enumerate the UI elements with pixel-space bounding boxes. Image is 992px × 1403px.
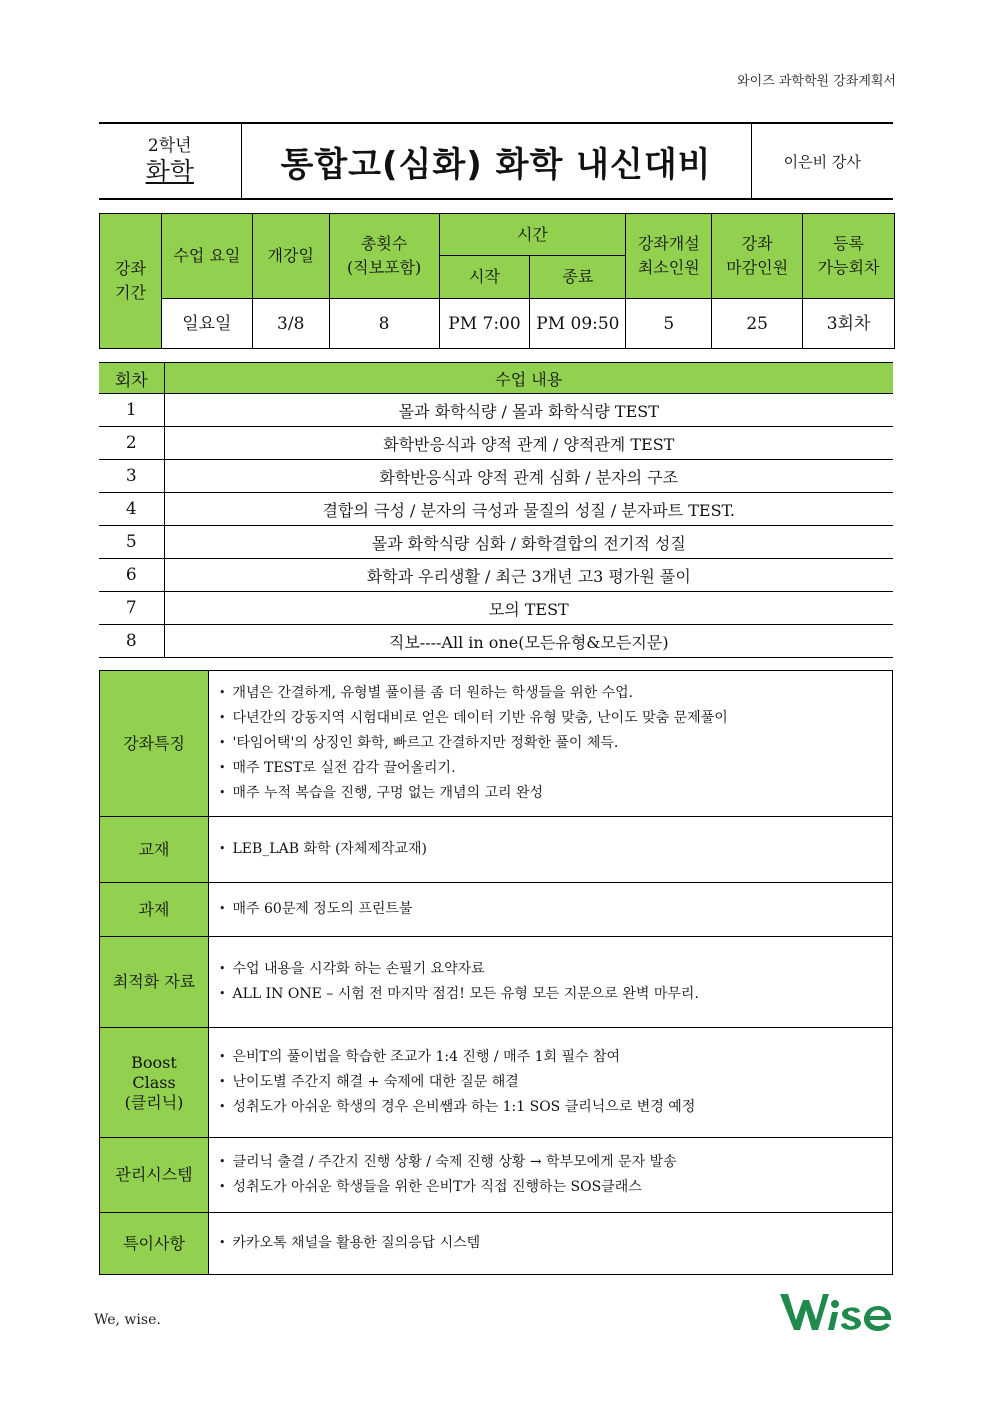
table-row (99, 592, 893, 625)
session-content: 몰과 화학식량 심화 / 화학결합의 전기적 성질 (164, 526, 893, 559)
value-time-end: PM 09:50 (530, 299, 626, 349)
feature-content (209, 1028, 893, 1138)
list-item: • 수업 내용을 시각화 하는 손필기 요약자료 (219, 957, 892, 982)
list-item: • 매주 TEST로 실전 감각 끌어올리기. (219, 756, 892, 781)
course-title: 통합고(심화) 화학 내신대비 (280, 144, 712, 185)
value-start-date: 3/8 (252, 299, 329, 349)
feature-content (209, 671, 893, 817)
feature-label: 특이사항 (100, 1213, 209, 1275)
feature-row (100, 1138, 893, 1213)
list-item: • 난이도별 주간지 해결 + 숙제에 대한 질문 해결 (219, 1070, 892, 1095)
feature-row (100, 817, 893, 883)
list-item: • 카카오톡 채널을 활용한 질의응답 시스템 (219, 1231, 892, 1256)
list-item: • 매주 누적 복습을 진행, 구멍 없는 개념의 고리 완성 (219, 781, 892, 806)
session-num: 7 (99, 592, 164, 625)
session-num: 2 (99, 427, 164, 460)
feature-row (100, 671, 893, 817)
session-content: 화학과 우리생활 / 최근 3개년 고3 평가원 풀이 (164, 559, 893, 592)
feature-label: 최적화 자료 (100, 937, 209, 1028)
feature-content (209, 1138, 893, 1213)
session-content: 직보----All in one(모든유형&모든지문) (164, 625, 893, 658)
feature-label: 과제 (100, 883, 209, 937)
schedule-table (99, 213, 895, 349)
feature-row (100, 937, 893, 1028)
header-total-sessions-label: 총횟수 (360, 234, 408, 253)
table-row (99, 625, 893, 658)
session-num: 5 (99, 526, 164, 559)
feature-row (100, 1028, 893, 1138)
feature-content (209, 817, 893, 883)
table-row (99, 427, 893, 460)
feature-content (209, 1213, 893, 1275)
table-row (99, 394, 893, 427)
header-time-end: 종료 (530, 256, 626, 299)
feature-row (100, 883, 893, 937)
list-item: • 성취도가 아쉬운 학생의 경우 은비쌤과 하는 1:1 SOS 클리닉으로 변경 예정 (219, 1095, 892, 1120)
subject-label: 화학 (145, 157, 194, 186)
session-num: 3 (99, 460, 164, 493)
header-time: 시간 (439, 214, 626, 256)
header-min-students: 강좌개설 최소인원 (626, 214, 712, 299)
session-header-content: 수업 내용 (164, 363, 893, 394)
header-total-sessions (329, 214, 439, 299)
session-content: 화학반응식과 양적 관계 심화 / 분자의 구조 (164, 460, 893, 493)
value-day: 일요일 (161, 299, 252, 349)
session-num: 6 (99, 559, 164, 592)
header-enroll-sessions: 등록 가능회차 (803, 214, 895, 299)
wise-logo-mark (780, 1294, 891, 1331)
feature-label: 강좌특징 (100, 671, 209, 817)
session-num: 4 (99, 493, 164, 526)
session-content: 모의 TEST (164, 592, 893, 625)
document-header-note: 와이즈 과학학원 강좌계획서 (737, 74, 896, 89)
value-time-start: PM 7:00 (439, 299, 530, 349)
feature-row (100, 1213, 893, 1275)
teacher-name: 이은비 강사 (783, 152, 861, 171)
title-block (99, 122, 893, 200)
list-item: • 매주 60문제 정도의 프린트불 (219, 897, 892, 922)
list-item: • 성취도가 아쉬운 학생들을 위한 은비T가 직접 진행하는 SOS클래스 (219, 1175, 892, 1200)
session-num: 1 (99, 394, 164, 427)
header-total-sessions-sub: (직보포함) (346, 258, 422, 277)
header-max-students: 강좌 마감인원 (712, 214, 803, 299)
list-item: • 클리닉 출결 / 주간지 진행 상황 / 숙제 진행 상황 → 학부모에게 문자 발송 (219, 1150, 892, 1175)
value-min-students: 5 (626, 299, 712, 349)
period-label: 강좌 기간 (100, 214, 162, 349)
session-header-num: 회차 (99, 363, 164, 394)
table-row (99, 460, 893, 493)
feature-label: 교재 (100, 817, 209, 883)
feature-content (209, 937, 893, 1028)
list-item: • 은비T의 풀이법을 학습한 조교가 1:4 진행 / 매주 1회 필수 참여 (219, 1045, 892, 1070)
footer-slogan: We, wise. (94, 1312, 161, 1328)
value-max-students: 25 (712, 299, 803, 349)
feature-label: 관리시스템 (100, 1138, 209, 1213)
session-content: 몰과 화학식량 / 몰과 화학식량 TEST (164, 394, 893, 427)
session-header-row (99, 363, 893, 394)
grade-label: 2학년 (147, 136, 192, 156)
teacher-cell (751, 123, 893, 199)
feature-table (99, 670, 893, 1275)
list-item: • LEB_LAB 화학 (자체제작교재) (219, 837, 892, 862)
feature-content (209, 883, 893, 937)
list-item: • ALL IN ONE – 시험 전 마지막 점검! 모든 유형 모든 지문으로 완벽 마무리. (219, 982, 892, 1007)
feature-label: Boost Class (클리닉) (100, 1028, 209, 1138)
header-time-start: 시작 (439, 256, 530, 299)
list-item: • 다년간의 강동지역 시험대비로 얻은 데이터 기반 유형 맞춤, 난이도 맞춤 문제풀이 (219, 706, 892, 731)
table-row (99, 526, 893, 559)
value-enroll-sessions: 3회차 (803, 299, 895, 349)
list-item: • 개념은 간결하게, 유형별 풀이를 좀 더 원하는 학생들을 위한 수업. (219, 681, 892, 706)
session-num: 8 (99, 625, 164, 658)
wise-logo (778, 1288, 898, 1334)
session-content: 화학반응식과 양적 관계 / 양적관계 TEST (164, 427, 893, 460)
header-day: 수업 요일 (161, 214, 252, 299)
header-start-date: 개강일 (252, 214, 329, 299)
session-table (99, 362, 893, 658)
list-item: • '타임어택'의 상징인 화학, 빠르고 간결하지만 정확한 풀이 체득. (219, 731, 892, 756)
course-title-cell (241, 123, 751, 199)
value-total-sessions: 8 (329, 299, 439, 349)
session-content: 결합의 극성 / 분자의 극성과 물질의 성질 / 분자파트 TEST. (164, 493, 893, 526)
table-row (99, 559, 893, 592)
grade-subject-cell (99, 123, 241, 199)
table-row (99, 493, 893, 526)
